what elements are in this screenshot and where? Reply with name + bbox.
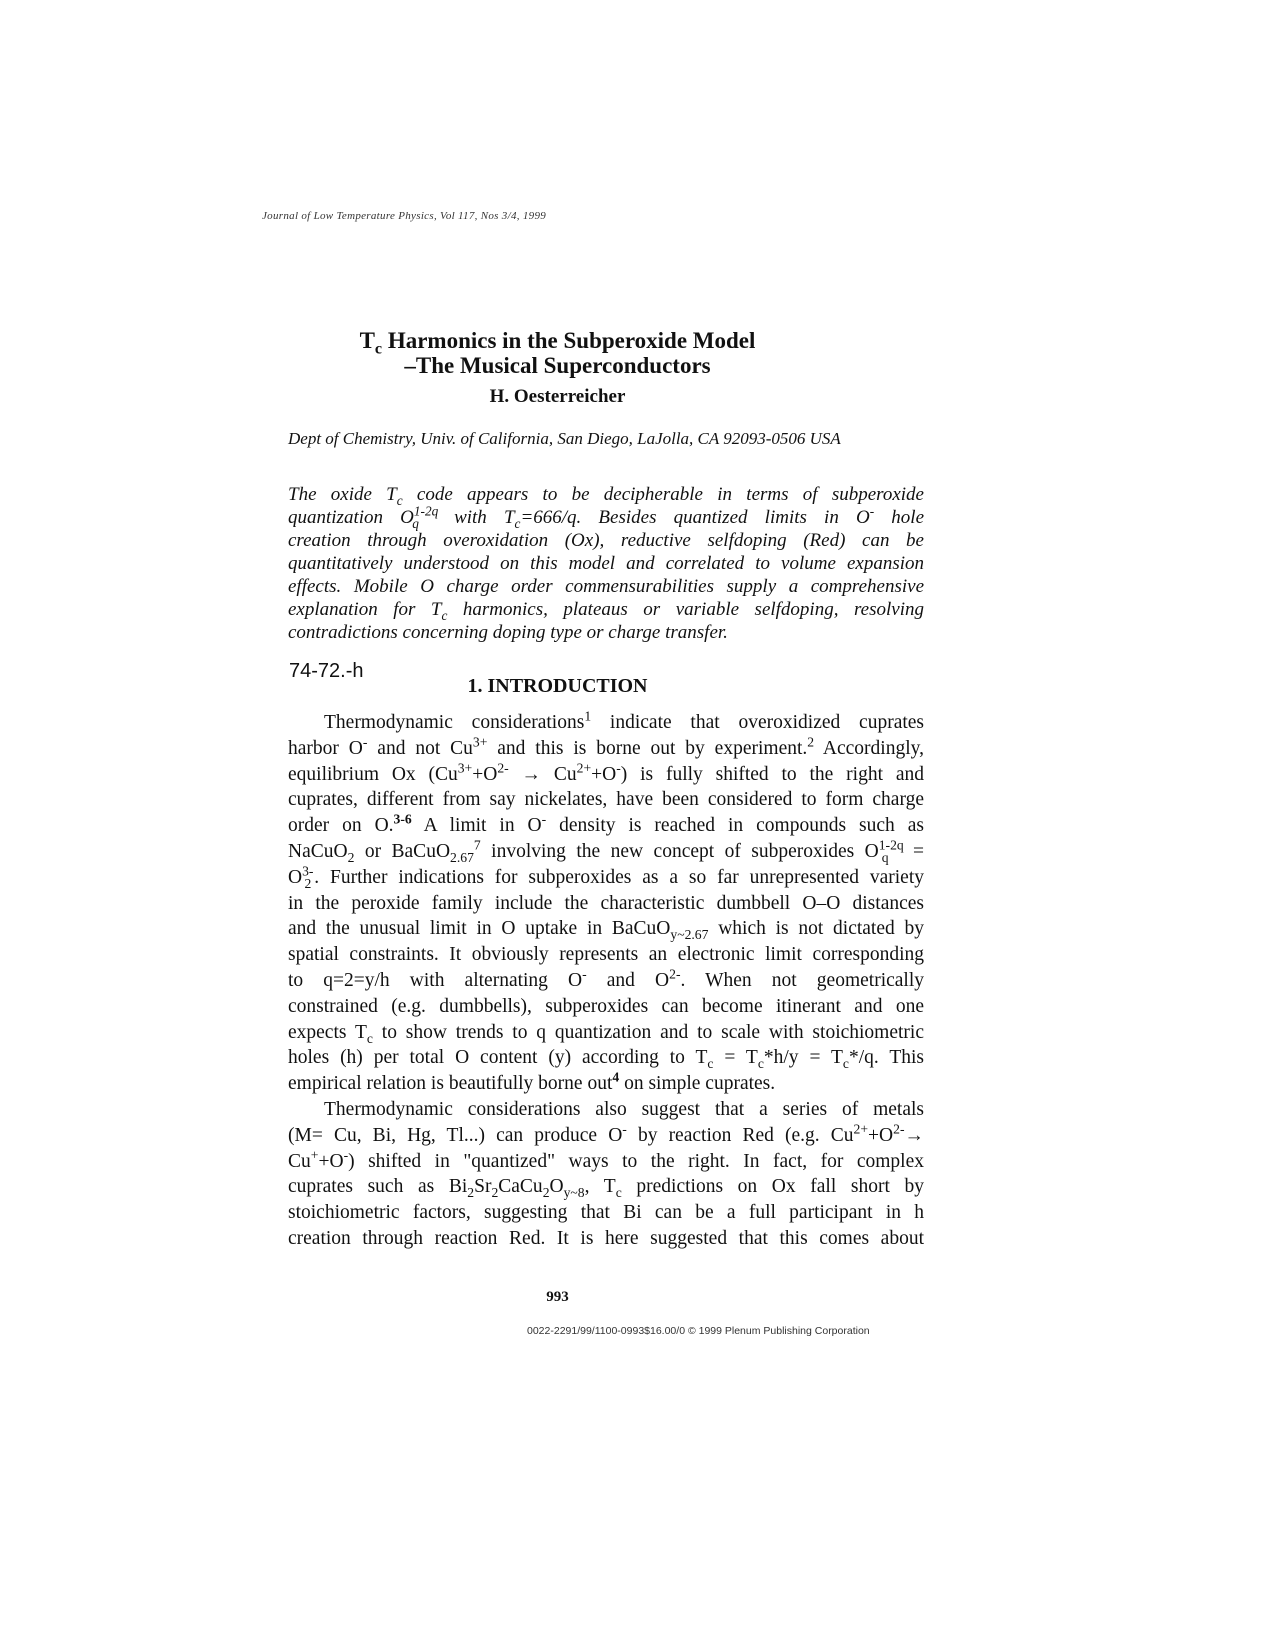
- body-text-run: cuprates such as Bi: [288, 1176, 468, 1198]
- author-affiliation: Dept of Chemistry, Univ. of California, San Diego, LaJolla, CA 92093-0506 USA: [288, 429, 841, 448]
- abstract-text: with T: [436, 507, 515, 528]
- body-text-run: , T: [584, 1176, 616, 1198]
- body-line: in the peroxide family include the characteristic dumbbell O–O distances: [288, 892, 924, 914]
- body-text-run: involving the new concept of subperoxides O: [480, 840, 879, 862]
- body-text-run: and the unusual limit in O uptake in BaCuO: [288, 918, 671, 940]
- abstract-subscript: c: [441, 607, 448, 623]
- body-text-run: on simple cuprates.: [619, 1073, 776, 1095]
- formula-subscript: 2.67: [450, 849, 474, 865]
- body-text-run: Thermodynamic considerations: [324, 712, 585, 733]
- body-text-run: O: [288, 866, 303, 888]
- abstract-text: explanation for T: [288, 599, 442, 620]
- formula-subscript: 2: [491, 1185, 499, 1201]
- formula-subscript: c: [615, 1185, 622, 1201]
- charge-superscript: -: [616, 760, 621, 776]
- abstract-subscript: c: [396, 492, 403, 508]
- formula-subscript: c: [707, 1056, 714, 1072]
- body-text-run: indicate that overoxidized cuprates: [591, 712, 925, 733]
- body-text-run: = T: [713, 1047, 758, 1069]
- body-line: [288, 1045, 924, 1071]
- body-line: [288, 813, 924, 839]
- abstract-text: The oxide T: [288, 484, 397, 505]
- body-text-run: +O: [868, 1124, 894, 1146]
- formula-subscript: y~8: [563, 1185, 585, 1201]
- body-text-run: order on O.: [288, 815, 394, 837]
- body-text-run: ) is fully shifted to the right and: [620, 763, 924, 785]
- body-line: cuprates, different from say nickelates, have been considered to form charge: [288, 789, 924, 811]
- charge-superscript: -: [541, 811, 547, 827]
- body-line: constrained (e.g. dumbbells), subperoxides can become itinerant and one: [288, 995, 924, 1017]
- reference-superscript: 4: [612, 1069, 620, 1085]
- abstract-superscript: 1-2q: [413, 503, 439, 519]
- body-line: [288, 1020, 924, 1046]
- charge-superscript: 2-: [669, 966, 681, 982]
- body-line: [288, 762, 924, 788]
- abstract: [288, 483, 924, 644]
- body-text-run: equilibrium Ox (Cu: [288, 763, 458, 785]
- formula-subscript: 2: [304, 875, 312, 891]
- charge-superscript: -: [582, 966, 587, 982]
- body-line: stoichiometric factors, suggesting that Bi can be a full participant in h: [288, 1202, 924, 1224]
- charge-superscript: 3+: [472, 734, 488, 750]
- abstract-line: contradictions concerning doping type or charge transfer.: [288, 622, 728, 643]
- copyright-line: 0022-2291/99/1100-0993$16.00/0 © 1999 Plenum Publishing Corporation: [527, 1325, 870, 1337]
- reference-superscript: 3-6: [393, 811, 412, 827]
- charge-superscript: +: [310, 1147, 319, 1163]
- body-text-run: A limit in O: [411, 815, 542, 837]
- formula-subscript: y~2.67: [670, 927, 709, 943]
- charge-superscript: 2-: [893, 1121, 905, 1137]
- abstract-line: effects. Mobile O charge order commensurabilities supply a comprehensive: [288, 576, 924, 597]
- body-text-run: +O: [591, 763, 617, 785]
- body-line: [288, 736, 924, 762]
- body-line: creation through reaction Red. It is here suggested that this comes about: [288, 1227, 924, 1249]
- body-text-run: predictions on Ox fall short by: [621, 1176, 924, 1198]
- body-text-run: expects T: [288, 1021, 367, 1043]
- body-text-run: and O: [586, 969, 670, 991]
- body-text-run: +O: [318, 1150, 344, 1172]
- body-text-run: *h/y = T: [763, 1047, 843, 1069]
- body-text-run: harbor O: [288, 737, 363, 759]
- body-text-run: by reaction Red (e.g. Cu: [626, 1124, 854, 1146]
- abstract-line: quantitatively understood on this model and correlated to volume expansion: [288, 553, 924, 574]
- formula-subscript: 2: [347, 849, 355, 865]
- body-text-run: to q=2=y/h with alternating O: [288, 969, 583, 991]
- body-line: [288, 1123, 924, 1149]
- body-text-run: which is not dictated by: [708, 918, 924, 940]
- charge-superscript: -: [622, 1121, 627, 1137]
- formula-subscript: c: [366, 1030, 373, 1046]
- reference-superscript: 2: [807, 734, 815, 750]
- page-number: 993: [546, 1289, 569, 1305]
- formula-superscript: 1-2q: [878, 837, 904, 853]
- title-tc-symbol: T: [359, 328, 375, 353]
- body-text-run: Cu: [288, 1150, 311, 1172]
- body-text-run: and not Cu: [367, 737, 473, 759]
- author-name: H. Oesterreicher: [489, 386, 626, 407]
- formula-subscript: q: [881, 849, 889, 865]
- title-line-1-text: Harmonics in the Subperoxide Model: [382, 328, 756, 353]
- abstract-text: quantization O: [288, 507, 414, 528]
- body-line: [288, 916, 924, 942]
- body-text-run: */q. This: [848, 1047, 924, 1069]
- charge-superscript: 2-: [497, 760, 509, 776]
- abstract-text: harmonics, plateaus or variable selfdoping, resolving: [447, 599, 924, 620]
- body-text-run: CaCu: [498, 1176, 543, 1198]
- body-text-run: Sr: [474, 1176, 492, 1198]
- body-line: Thermodynamic considerations also suggest that a series of metals: [324, 1098, 924, 1120]
- formula-subscript: c: [842, 1056, 849, 1072]
- body-line: [288, 839, 924, 865]
- formula-subscript: c: [757, 1056, 764, 1072]
- body-line: spatial constraints. It obviously represents an electronic limit corresponding: [288, 944, 924, 966]
- body-text-run: . When not geometrically: [680, 969, 925, 991]
- body-text-run: → Cu: [508, 763, 577, 785]
- body-text-run: =: [902, 840, 924, 862]
- charge-superscript: -: [362, 734, 368, 750]
- abstract-line: creation through overoxidation (Ox), reductive selfdoping (Red) can be: [288, 530, 924, 551]
- body-text-run: holes (h) per total O content (y) according to T: [288, 1047, 708, 1069]
- formula-superscript: 3-: [302, 863, 314, 879]
- body-text-run: to show trends to q quantization and to scale with stoichiometric: [372, 1021, 924, 1043]
- body-line: [288, 1071, 924, 1097]
- abstract-subscript: c: [514, 515, 521, 531]
- formula-subscript: 2: [542, 1185, 550, 1201]
- abstract-line: [288, 503, 925, 531]
- body-text-run: (M= Cu, Bi, Hg, Tl...) can produce O: [288, 1124, 623, 1146]
- abstract-superscript: -: [869, 503, 875, 519]
- abstract-subscript: q: [412, 515, 419, 531]
- abstract-text: code appears to be decipherable in terms of subperoxide: [402, 484, 924, 505]
- charge-superscript: 2+: [853, 1121, 869, 1137]
- abstract-line: [288, 483, 924, 506]
- charge-superscript: 3+: [457, 760, 473, 776]
- body-text-run: →: [904, 1124, 924, 1146]
- body-text-run: ) shifted in "quantized" ways to the right. In fact, for complex: [348, 1150, 924, 1172]
- paper-title-line-1: [0, 328, 1115, 358]
- body-text-run: . Further indications for subperoxides as a so far unrepresented variety: [314, 866, 924, 888]
- reference-superscript: 1: [584, 708, 592, 724]
- body-text-run: Accordingly,: [814, 737, 924, 759]
- body-text-run: NaCuO: [288, 840, 348, 862]
- body-line: [288, 968, 924, 994]
- abstract-line: [288, 598, 924, 621]
- abstract-text: =666/q. Besides quantized limits in O: [520, 507, 870, 528]
- formula-subscript: 2: [467, 1185, 475, 1201]
- body-text: [288, 710, 924, 1252]
- abstract-text: hole: [874, 507, 925, 528]
- body-text-run: and this is borne out by experiment.: [487, 737, 808, 759]
- body-text-run: O: [549, 1176, 564, 1198]
- paper-title-line-2: –The Musical Superconductors: [404, 353, 711, 378]
- section-heading: 1. INTRODUCTION: [467, 675, 648, 697]
- body-text-run: density is reached in compounds such as: [546, 815, 924, 837]
- body-text-run: or BaCuO: [354, 840, 451, 862]
- charge-superscript: -: [343, 1147, 349, 1163]
- charge-superscript: 2+: [576, 760, 592, 776]
- body-text-run: empirical relation is beautifully borne out: [288, 1073, 613, 1095]
- title-tc-subscript: c: [374, 340, 383, 358]
- body-line: [288, 865, 924, 891]
- reference-superscript: 7: [473, 837, 481, 853]
- body-line: [288, 1174, 924, 1200]
- body-text-run: +O: [472, 763, 498, 785]
- body-line: [288, 710, 924, 736]
- pacs-code: 74-72.-h: [289, 660, 364, 682]
- journal-citation: Journal of Low Temperature Physics, Vol 117, Nos 3/4, 1999: [262, 210, 547, 222]
- body-line: [288, 1149, 924, 1175]
